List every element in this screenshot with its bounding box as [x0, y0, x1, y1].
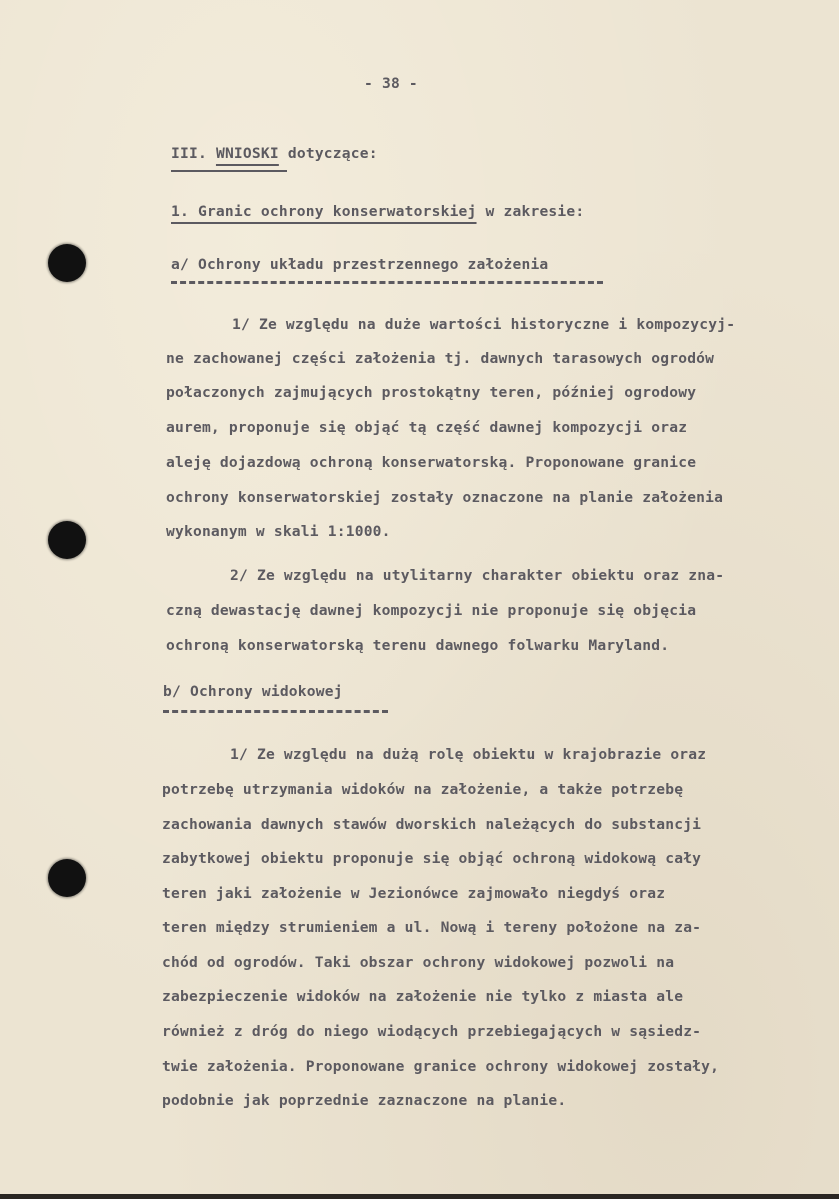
section-1-rest: w zakresie: [485, 203, 585, 220]
text-line: czną dewastację dawnej kompozycji nie proponuje się objęcia [166, 602, 697, 619]
text-line: zachowania dawnych stawów dworskich należących do substancji [162, 816, 702, 833]
heading-title: WNIOSKI [215, 145, 279, 162]
subsection-b-underline [163, 710, 388, 713]
subsection-a-heading: a/ Ochrony układu przestrzennego założenia [171, 256, 549, 273]
section-1-heading [171, 203, 584, 221]
text-line: chód od ogrodów. Taki obszar ochrony widokowej pozwoli na [162, 954, 675, 971]
page-number: - 38 - [364, 75, 418, 92]
text-line: teren jaki założenie w Jezionówce zajmowało niegdyś oraz [162, 885, 666, 902]
heading-roman: III. [171, 145, 207, 162]
punch-hole [48, 244, 86, 282]
text-line: wykonanym w skali 1:1000. [166, 523, 391, 540]
text-line: zabytkowej obiektu proponuje się objąć ochroną widokową cały [162, 850, 702, 867]
text-line: ne zachowanej części założenia tj. dawnych tarasowych ogrodów [166, 350, 715, 367]
text-line: 1/ Ze względu na duże wartości historyczne i kompozycyj- [232, 316, 736, 333]
text-line: 1/ Ze względu na dużą rolę obiektu w krajobrazie oraz [230, 746, 707, 763]
page-bottom-edge [0, 1194, 839, 1199]
text-line: ochroną konserwatorską terenu dawnego folwarku Maryland. [166, 637, 670, 654]
text-line: 2/ Ze względu na utylitarny charakter obiektu oraz zna- [230, 567, 725, 584]
heading [171, 145, 378, 163]
text-line: zabezpieczenie widoków na założenie nie tylko z miasta ale [162, 988, 684, 1005]
text-line: podobnie jak poprzednie zaznaczone na planie. [162, 1092, 567, 1109]
text-line: ochrony konserwatorskiej zostały oznaczone na planie założenia [166, 489, 724, 506]
text-line: również z dróg do niego wiodących przebiegających w sąsiedz- [162, 1023, 702, 1040]
text-line: połaczonych zajmujących prostokątny teren, później ogrodowy [166, 384, 697, 401]
text-line: twie założenia. Proponowane granice ochrony widokowej zostały, [162, 1058, 720, 1075]
heading-rest: dotyczące: [287, 145, 378, 162]
text-line: aleję dojazdową ochroną konserwatorską. Proponowane granice [166, 454, 697, 471]
subsection-a-underline [171, 281, 603, 284]
text-line: teren między strumieniem a ul. Nową i tereny położone na za- [162, 919, 702, 936]
punch-hole [48, 521, 86, 559]
heading-underline [171, 170, 287, 172]
subsection-b-heading: b/ Ochrony widokowej [163, 683, 343, 700]
section-1-title: 1. Granic ochrony konserwatorskiej [171, 203, 477, 220]
text-line: aurem, proponuje się objąć tą część dawnej kompozycji oraz [166, 419, 688, 436]
text-line: potrzebę utrzymania widoków na założenie, a także potrzebę [162, 781, 684, 798]
punch-hole [48, 859, 86, 897]
